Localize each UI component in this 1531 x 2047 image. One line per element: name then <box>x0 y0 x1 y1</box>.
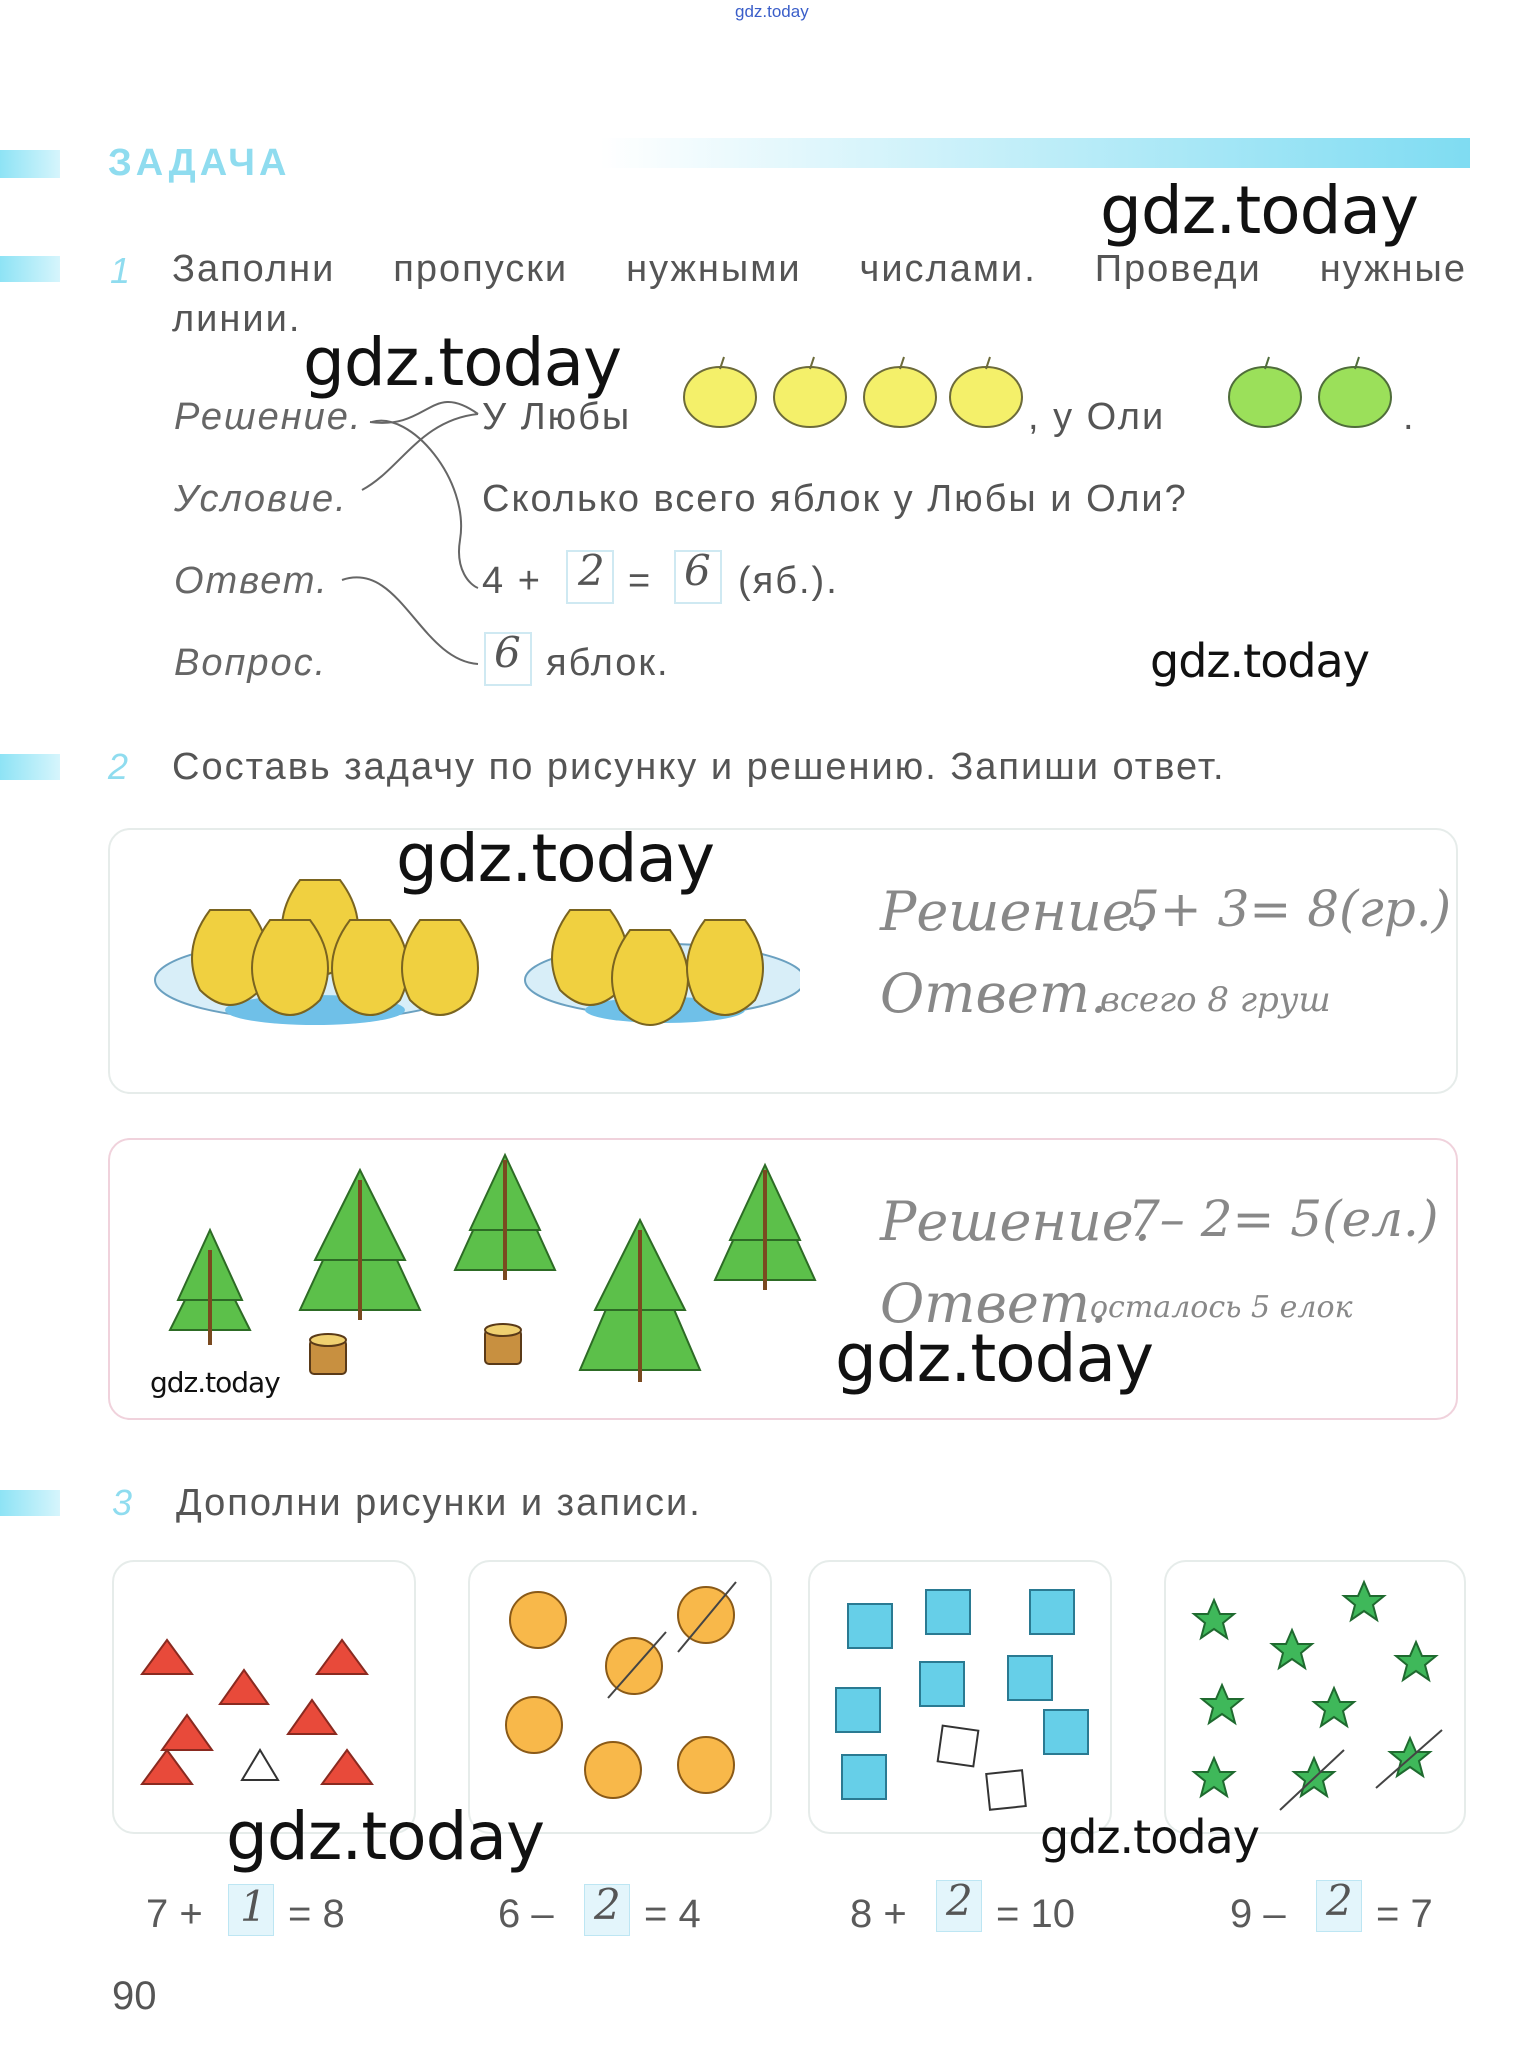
watermark: gdz.today <box>1040 1810 1259 1864</box>
equation2-left: 6 – <box>498 1892 554 1936</box>
equation4-fill-value: 2 <box>1326 1876 1353 1925</box>
page-number: 90 <box>112 1974 157 2018</box>
task1-word: пропуски <box>393 248 569 290</box>
watermark: gdz.today <box>835 1320 1154 1397</box>
watermark: gdz.today <box>1150 634 1369 688</box>
equation3-right: = 10 <box>996 1892 1075 1936</box>
task1-number: 1 <box>110 250 131 291</box>
answer-fill-value: 6 <box>494 628 521 677</box>
section-title: ЗАДАЧА <box>108 142 291 184</box>
answer-suffix: яблок. <box>546 642 670 684</box>
task1-word: числами. <box>859 248 1037 290</box>
solution-eq: = <box>628 560 653 602</box>
task1-text-line2: линии. <box>172 298 302 340</box>
label-answer: Ответ. <box>174 560 329 602</box>
label-question: Вопрос. <box>174 642 328 684</box>
card2-answer-label: Ответ. <box>880 1272 1108 1335</box>
solution-fill-value-2: 6 <box>684 546 711 595</box>
stars-illustration <box>1164 1560 1462 1830</box>
watermark: gdz.today <box>396 820 715 897</box>
top-watermark: gdz.today <box>735 2 809 21</box>
equation3-left: 8 + <box>850 1892 907 1936</box>
equation3-fill-value: 2 <box>946 1876 973 1925</box>
triangles-illustration <box>112 1560 412 1830</box>
task3-number: 3 <box>112 1482 133 1523</box>
squares-illustration <box>808 1560 1108 1830</box>
solution-fill-value-1: 2 <box>578 546 605 595</box>
equation1-right: = 8 <box>288 1892 345 1936</box>
card1-solution-value: 5+ 3= 8(гр.) <box>1128 880 1452 938</box>
task3-text: Дополни рисунки и записи. <box>176 1482 702 1524</box>
equation4-right: = 7 <box>1376 1892 1433 1936</box>
condition-text-olya: , у Оли <box>1028 396 1166 438</box>
pears-illustration <box>150 860 800 1060</box>
task1-word: нужными <box>626 248 802 290</box>
task1-word: Проведи <box>1094 248 1262 290</box>
task1-word: Заполни <box>172 248 336 290</box>
green-apples <box>1225 355 1405 435</box>
label-condition: Условие. <box>174 478 348 520</box>
task2-accent-bar <box>0 754 60 780</box>
condition-text-lyuba: У Любы <box>482 396 632 438</box>
card2-answer-value: осталось 5 елок <box>1090 1290 1353 1325</box>
solution-prefix: 4 + <box>482 560 542 602</box>
label-solution: Решение. <box>174 396 363 438</box>
question-text: Сколько всего яблок у Любы и Оли? <box>482 478 1188 520</box>
card1-answer-label: Ответ. <box>880 962 1108 1025</box>
watermark: gdz.today <box>1100 172 1419 249</box>
task1-word: нужные <box>1319 248 1467 290</box>
equation1-fill-value: 1 <box>240 1882 267 1931</box>
yellow-apples <box>680 355 1030 435</box>
task2-text: Составь задачу по рисунку и решению. Запиши ответ. <box>172 746 1226 788</box>
watermark: gdz.today <box>150 1366 280 1399</box>
condition-end: . <box>1403 396 1416 438</box>
watermark: gdz.today <box>226 1798 545 1875</box>
task2-number: 2 <box>108 746 129 787</box>
task3-accent-bar <box>0 1490 60 1516</box>
card1-answer-value: всего 8 груш <box>1100 980 1331 1020</box>
equation4-left: 9 – <box>1230 1892 1286 1936</box>
card2-solution-value: 7– 2= 5(ел.) <box>1128 1190 1439 1248</box>
equation2-fill-value: 2 <box>594 1880 621 1929</box>
watermark: gdz.today <box>303 324 622 401</box>
solution-suffix: (яб.). <box>738 560 839 602</box>
equation1-left: 7 + <box>146 1892 203 1936</box>
card1-solution-label: Решение. <box>880 880 1151 943</box>
circles-illustration <box>468 1560 768 1830</box>
equation2-right: = 4 <box>644 1892 701 1936</box>
card2-solution-label: Решение. <box>880 1190 1151 1253</box>
